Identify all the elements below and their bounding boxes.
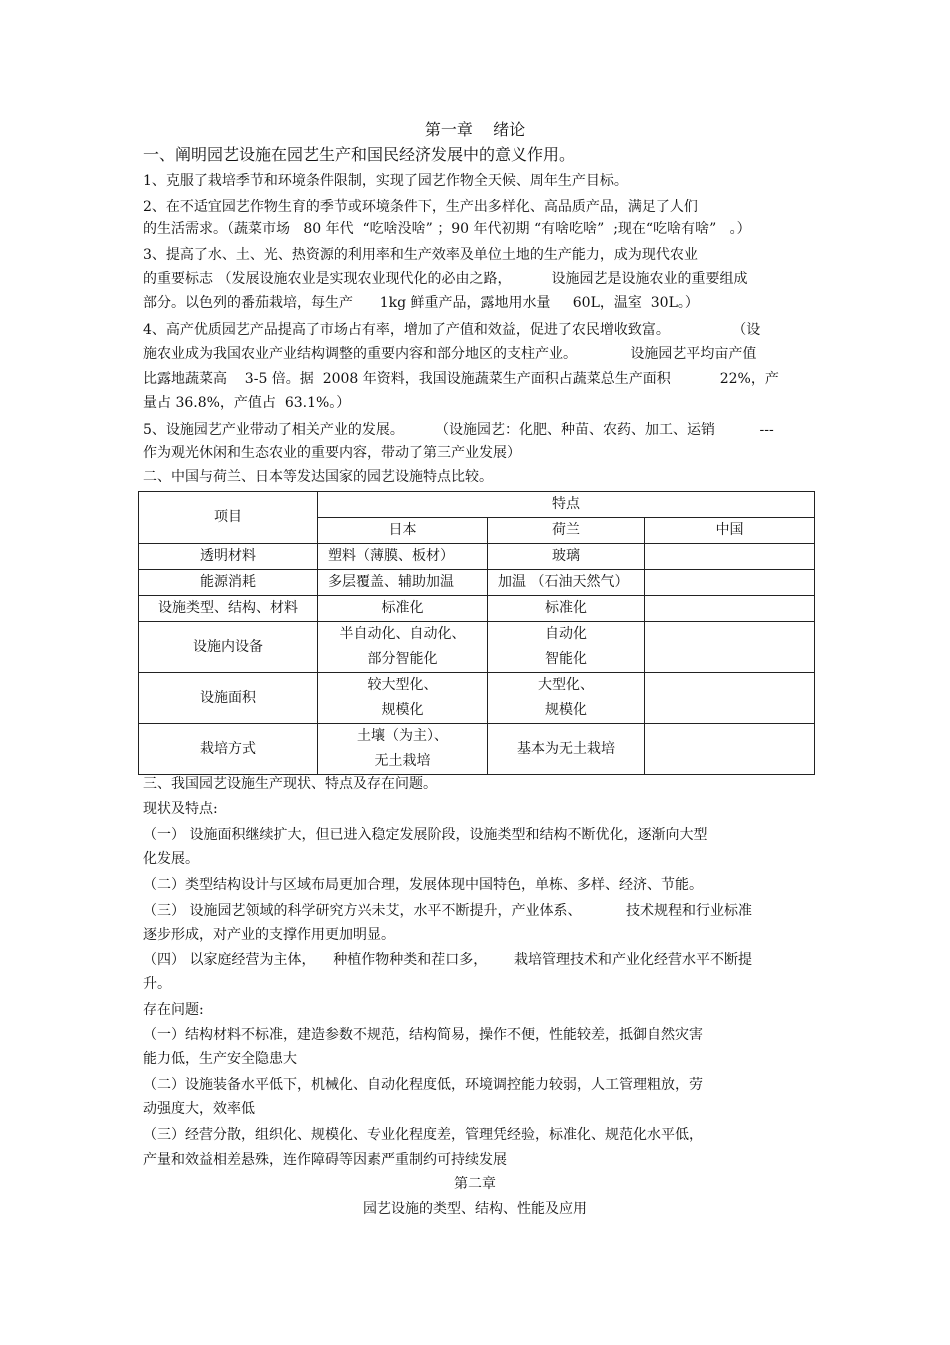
cell-netherlands [488, 622, 645, 673]
point-5-line-2: 作为观光休闲和生态农业的重要内容，带动了第三产业发展） [143, 445, 521, 461]
cell-line: 土壤（为主）、 [357, 728, 448, 744]
cell-netherlands: 标准化 [488, 596, 645, 622]
row-item: 栽培方式 [139, 724, 318, 775]
point-3-line-3: 部分。以色列的番茄栽培，每生产 1kg 鲜重产品，露地用水量 60L，温室 30L。） [143, 295, 699, 311]
point-4-line-4: 量占 36.8%，产值占 63.1%。） [143, 395, 351, 411]
row-item: 能源消耗 [139, 570, 318, 596]
status-label: 现状及特点: [143, 801, 218, 817]
point-3-line-1: 3、提高了水、土、光、热资源的利用率和生产效率及单位土地的生产能力，成为现代农业 [143, 247, 698, 263]
row-item: 透明材料 [139, 544, 318, 570]
row-item: 设施内设备 [139, 622, 318, 673]
chapter1-title: 第一章 绪论 [424, 120, 526, 139]
header-features: 特点 [318, 492, 815, 518]
chapter2-subtitle: 园艺设施的类型、结构、性能及应用 [363, 1201, 587, 1217]
cell-netherlands: 基本为无土栽培 [488, 724, 645, 775]
cell-netherlands [488, 673, 645, 724]
cell-china [645, 570, 815, 596]
table-row [139, 622, 815, 673]
cell-japan: 塑料（薄膜、板材） [318, 544, 488, 570]
cell-netherlands: 玻璃 [488, 544, 645, 570]
comparison-table [138, 491, 815, 775]
header-netherlands: 荷兰 [488, 518, 645, 544]
cell-netherlands: 加温 （石油天然气） [488, 570, 645, 596]
status-4-line-2: 升。 [143, 976, 171, 992]
problem-3-line-1: （三）经营分散，组织化、规模化、专业化程度差，管理凭经验，标准化、规范化水平低， [143, 1127, 703, 1143]
point-2-line-1: 2、在不适宜园艺作物生育的季节或环境条件下，生产出多样化、高品质产品，满足了人们 [143, 199, 698, 215]
cell-line: 半自动化、自动化、 [339, 626, 466, 642]
cell-line: 较大型化、 [367, 677, 438, 693]
section1-heading: 一、阐明园艺设施在园艺生产和国民经济发展中的意义作用。 [143, 145, 576, 164]
cell-japan: 标准化 [318, 596, 488, 622]
cell-china [645, 544, 815, 570]
table-row [139, 724, 815, 775]
status-1-line-1: （一） 设施面积继续扩大，但已进入稳定发展阶段，设施类型和结构不断优化，逐渐向大型 [143, 827, 708, 843]
status-4-line-1: （四） 以家庭经营为主体， 种植作物种类和茬口多， 栽培管理技术和产业化经营水平不断提 [143, 952, 752, 968]
problem-1-line-2: 能力低，生产安全隐患大 [143, 1051, 297, 1067]
table-row [139, 570, 815, 596]
problem-3-line-2: 产量和效益相差悬殊，连作障碍等因素严重制约可持续发展 [143, 1152, 507, 1168]
chapter2-title: 第二章 [454, 1176, 496, 1192]
cell-japan [318, 673, 488, 724]
point-1: 1、克服了栽培季节和环境条件限制，实现了园艺作物全天候、周年生产目标。 [143, 173, 628, 189]
cell-japan: 多层覆盖、辅助加温 [318, 570, 488, 596]
problem-2-line-1: （二）设施装备水平低下，机械化、自动化程度低，环境调控能力较弱，人工管理粗放，劳 [143, 1077, 703, 1093]
problems-label: 存在问题: [143, 1002, 204, 1018]
status-2: （二）类型结构设计与区域布局更加合理，发展体现中国特色，单栋、多样、经济、节能。 [143, 877, 703, 893]
cell-japan [318, 622, 488, 673]
point-2-line-2: 的生活需求。（蔬菜市场 80 年代 “吃啥没啥” ；90 年代初期 “有啥吃啥” ;现在“吃啥有啥” 。） [143, 221, 751, 237]
point-4-line-2: 施农业成为我国农业产业结构调整的重要内容和部分地区的支柱产业。 设施园艺平均亩产值 [143, 346, 757, 362]
row-item: 设施类型、结构、材料 [139, 596, 318, 622]
cell-line: 部分智能化 [367, 651, 438, 667]
section2-heading: 二、中国与荷兰、日本等发达国家的园艺设施特点比较。 [143, 469, 493, 485]
cell-china [645, 724, 815, 775]
point-3-line-2: 的重要标志 （发展设施农业是实现农业现代化的必由之路， 设施园艺是设施农业的重要组成 [143, 271, 748, 287]
point-4-line-1: 4、高产优质园艺产品提高了市场占有率，增加了产值和效益，促进了农民增收致富。 （设 [143, 322, 761, 338]
cell-line: 智能化 [545, 651, 587, 667]
point-4-line-3: 比露地蔬菜高 3-5 倍。据 2008 年资料，我国设施蔬菜生产面积占蔬菜总生产面积 22%，产 [143, 371, 779, 387]
cell-china [645, 622, 815, 673]
cell-china [645, 673, 815, 724]
cell-line: 规模化 [381, 702, 424, 718]
status-3-line-1: （三） 设施园艺领域的科学研究方兴未艾，水平不断提升，产业体系、 技术规程和行业标准 [143, 903, 752, 919]
cell-japan [318, 724, 488, 775]
cell-line: 无土栽培 [374, 753, 431, 769]
table-row [139, 544, 815, 570]
status-1-line-2: 化发展。 [143, 851, 199, 867]
cell-line: 规模化 [545, 702, 587, 718]
table-row [139, 673, 815, 724]
section3-heading: 三、我国园艺设施生产现状、特点及存在问题。 [143, 776, 437, 792]
cell-china [645, 596, 815, 622]
header-japan: 日本 [318, 518, 488, 544]
header-item: 项目 [139, 492, 318, 544]
point-5-line-1: 5、设施园艺产业带动了相关产业的发展。 （设施园艺：化肥、种苗、农药、加工、运销 --- [143, 422, 774, 438]
cell-line: 自动化 [545, 626, 587, 642]
cell-line: 大型化、 [538, 677, 594, 693]
problem-2-line-2: 动强度大，效率低 [143, 1101, 255, 1117]
table-row [139, 596, 815, 622]
problem-1-line-1: （一）结构材料不标准，建造参数不规范，结构简易，操作不便，性能较差，抵御自然灾害 [143, 1027, 703, 1043]
status-3-line-2: 逐步形成，对产业的支撑作用更加明显。 [143, 927, 395, 943]
header-china: 中国 [645, 518, 815, 544]
row-item: 设施面积 [139, 673, 318, 724]
